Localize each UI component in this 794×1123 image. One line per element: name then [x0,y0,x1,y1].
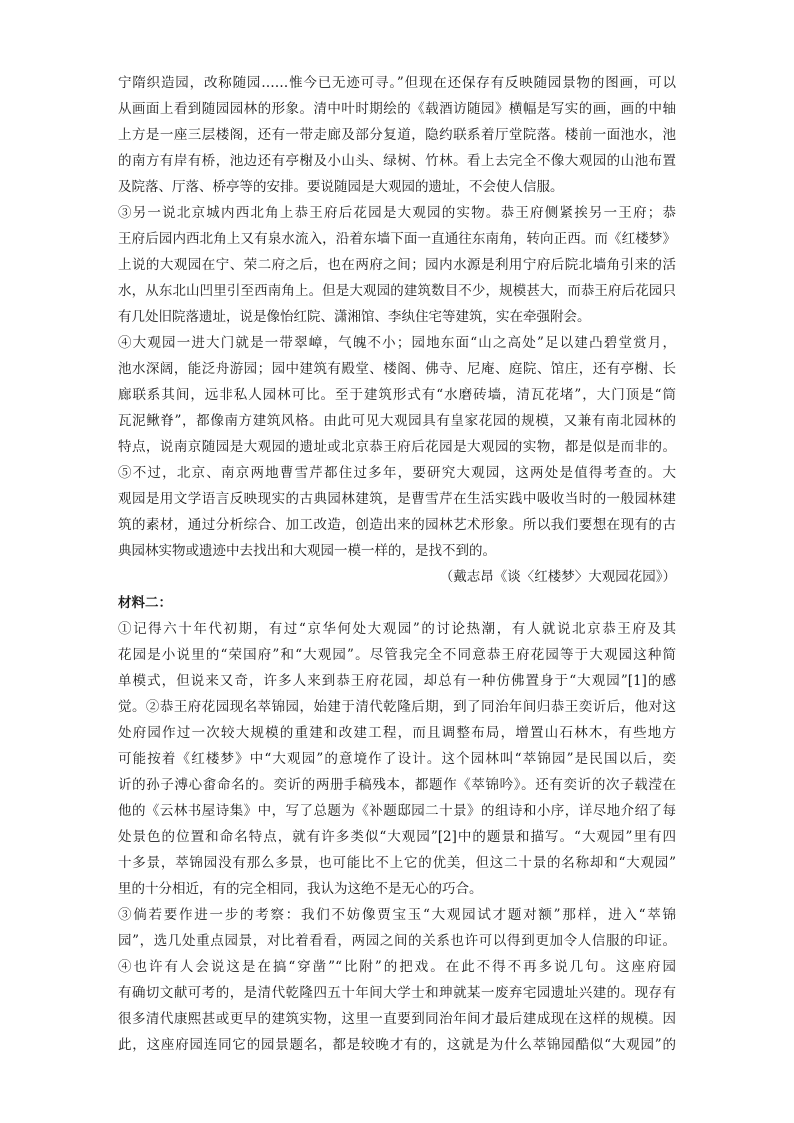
text-line: 单模式，但说来又奇，许多人来到恭王府花园，却总有一种仿佛置身于“大观园”[1]的感 [118,673,676,689]
section-heading: 材料二： [118,595,172,611]
text-line: 及院落、厅落、桥亭等的安排。要说随园是大观园的遗址，不会使人信服。 [118,179,564,195]
source-citation: （戴志昂《谈〈红楼梦〉大观园花园》） [439,569,676,585]
text-line: 观园是用文学语言反映现实的古典园林建筑，是曹雪芹在生活实践中吸收当时的一般园林建 [118,491,676,507]
text-line: 从画面上看到随园园林的形象。清中叶时期绘的《载酒访随园》横幅是写实的画，画的中轴 [118,101,676,117]
text-line: 觉。②恭王府花园现名萃锦园，始建于清代乾隆后期，到了同治年间归恭王奕䜣后，他对这 [118,699,676,715]
text-line: ④也许有人会说这是在搞“穿凿”“比附”的把戏。在此不得不再多说几句。这座府园 [118,959,676,975]
text-line: 有几处旧院落遗址，说是像怡红院、潇湘馆、李纨住宅等建筑，实在牵强附会。 [118,309,591,325]
text-line: 廊联系其间，远非私人园林可比。至于建筑形式有“水磨砖墙，清瓦花堵”，大门顶是“筒 [118,387,676,403]
text-line: 十多景，萃锦园没有那么多景，也可能比不上它的优美，但这二十景的名称却和“大观园” [118,855,676,871]
text-line: 上方是一座三层楼阁，还有一带走廊及部分复道，隐约联系着厅堂院落。楼前一面池水，池 [118,127,676,143]
text-line: 花园是小说里的“荣国府”和“大观园”。尽管我完全不同意恭王府花园等于大观园这种简 [118,647,676,663]
text-line: 园”，选几处重点园景，对比着看看，两园之间的关系也许可以得到更加令人信服的印证。 [118,933,676,949]
text-line: 瓦泥鳅脊”，都像南方建筑风格。由此可见大观园具有皇家花园的规模，又兼有南北园林的 [118,413,676,429]
text-line: ③倘若要作进一步的考察：我们不妨像贾宝玉“大观园试才题对额”那样，进入“萃锦 [118,907,676,923]
text-line: ①记得六十年代初期，有过“京华何处大观园”的讨论热潮，有人就说北京恭王府及其 [118,621,676,637]
text-line: 筑的素材，通过分析综合、加工改造，创造出来的园林艺术形象。所以我们要想在现有的古 [118,517,676,533]
text-line: 他的《云林书屋诗集》中，写了总题为《补题邸园二十景》的组诗和小序，详尽地介绍了每 [118,803,676,819]
text-line: 处府园作过一次较大规模的重建和改建工程，而且调整布局，增置山石林木，有些地方 [118,725,676,741]
text-line: 可能按着《红楼梦》中“大观园”的意境作了设计。这个园林叫“萃锦园”是民国以后，奕 [118,751,676,767]
text-line: 很多清代康熙甚或更早的建筑实物，这里一直要到同治年间才最后建成现在这样的规模。因 [118,1011,676,1027]
text-line: 处景色的位置和命名特点，就有许多类似“大观园”[2]中的题景和描写。“大观园”里有四 [118,829,676,845]
text-line: 的南方有岸有桥，池边还有亭榭及小山头、绿树、竹林。看上去完全不像大观园的山池布置 [118,153,676,169]
text-line: 里的十分相近，有的完全相同，我认为这绝不是无心的巧合。 [118,881,483,897]
text-line: ④大观园一进大门就是一带翠嶂，气魄不小；园地东面“山之高处”足以建凸碧堂赏月， [118,335,676,351]
text-line: ③另一说北京城内西北角上恭王府后花园是大观园的实物。恭王府侧紧挨另一王府；恭 [118,205,676,221]
text-line: 宁隋织造园，改称随园……惟今已无迹可寻。”但现在还保存有反映随园景物的图画，可以 [118,75,676,91]
text-line: 池水深阔，能泛舟游园；园中建筑有殿堂、楼阁、佛寺、尼庵、庭院、馆庄，还有亭榭、长 [118,361,676,377]
text-line: 特点，说南京随园是大观园的遗址或北京恭王府后花园是大观园的实物，都是似是而非的。 [118,439,676,455]
text-line: 此，这座府园连同它的园景题名，都是较晚才有的，这就是为什么萃锦园酷似“大观园”的 [118,1037,676,1053]
text-line: ⑤不过，北京、南京两地曹雪芹都住过多年，要研究大观园，这两处是值得考查的。大 [118,465,676,481]
text-line: 王府后园内西北角上又有泉水流入，沿着东墙下面一直通往东南角，转向正西。而《红楼梦》 [118,231,676,247]
text-line: 䜣的孙子溥心畬命名的。奕䜣的两册手稿残本，都题作《萃锦吟》。还有奕䜣的次子载滢在 [118,777,676,793]
text-line: 水，从东北山凹里引至西南角上。但是大观园的建筑数目不少，规模甚大，而恭王府后花园只 [118,283,676,299]
text-line: 上说的大观园在宁、荣二府之后，也在两府之间；园内水源是利用宁府后院北墙角引来的活 [118,257,676,273]
text-line: 典园林实物或遗迹中去找出和大观园一模一样的，是找不到的。 [118,543,496,559]
text-line: 有确切文献可考的，是清代乾隆四五十年间大学士和珅就某一废弃宅园遗址兴建的。现存有 [118,985,676,1001]
